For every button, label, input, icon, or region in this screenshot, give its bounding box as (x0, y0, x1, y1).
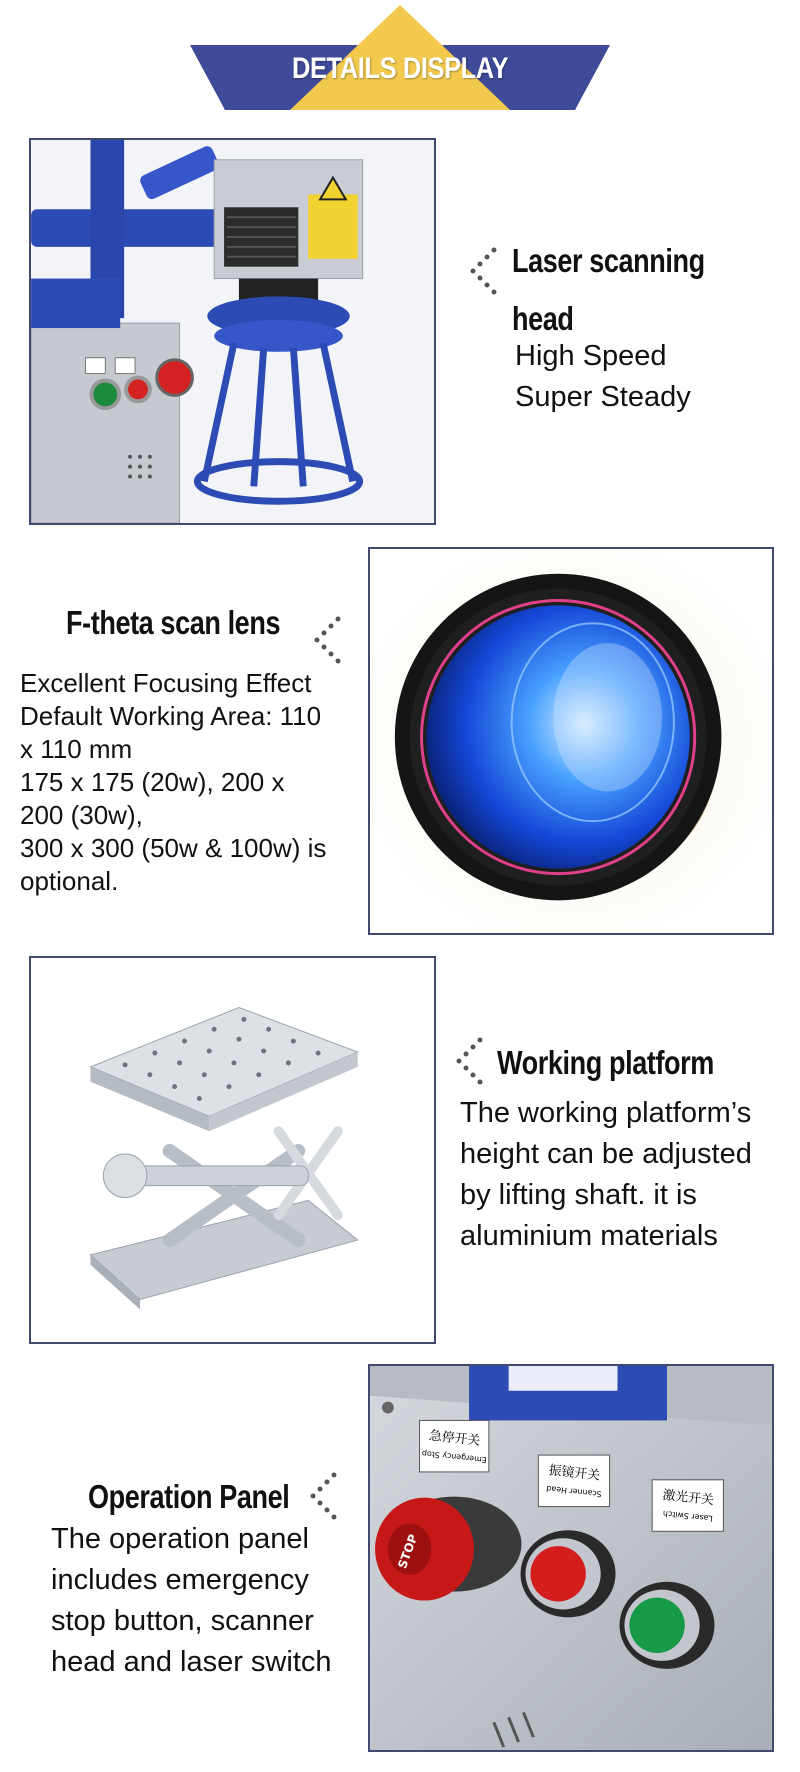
stop-button-label: STOP (395, 1532, 421, 1571)
scanner-label-cn: 振镜开关 (547, 1463, 601, 1484)
desc-line: The operation panel (51, 1523, 309, 1555)
emergency-label-en: Emergency Stop (421, 1448, 488, 1465)
chevron-left-dotted-icon (468, 245, 504, 295)
desc-line: Super Steady (515, 381, 691, 413)
heading-line: Laser scanning (512, 242, 705, 279)
desc-line: height can be adjusted (460, 1138, 752, 1170)
lens-heading: F-theta scan lens (66, 604, 281, 641)
desc-line: High Speed (515, 340, 667, 372)
desc-line: optional. (20, 866, 119, 896)
desc-line: by lifting shaft. it is (460, 1179, 697, 1211)
platform-heading: Working platform (497, 1044, 714, 1081)
scanner-label-en: Scanner Head (545, 1483, 603, 1499)
desc-line: stop button, scanner (51, 1605, 314, 1637)
lens-photo (368, 547, 774, 935)
desc-line: includes emergency (51, 1564, 309, 1596)
lens-description (20, 667, 372, 898)
laser-label-en: Laser Switch (662, 1508, 714, 1524)
laser-head-photo (29, 138, 436, 525)
emergency-label-cn: 急停开关 (428, 1428, 481, 1449)
desc-line: aluminium materials (460, 1220, 718, 1252)
lens-illustration (370, 549, 772, 933)
chevron-left-dotted-icon (454, 1035, 490, 1085)
desc-line: Excellent Focusing Effect (20, 668, 312, 698)
chevron-left-dotted-icon (308, 1470, 344, 1520)
operation-panel-illustration (370, 1366, 772, 1750)
platform-description (460, 1093, 790, 1257)
platform-illustration (31, 958, 434, 1342)
desc-line: 200 (30w), (20, 800, 143, 830)
desc-line: 300 x 300 (50w & 100w) is (20, 833, 327, 863)
platform-photo (29, 956, 436, 1344)
laser-label-cn: 激光开关 (661, 1487, 715, 1509)
heading-line: head (512, 300, 574, 337)
laser-head-description (515, 336, 691, 418)
laser-head-heading (512, 232, 705, 348)
operation-panel-photo (368, 1364, 774, 1752)
laser-head-illustration (31, 140, 434, 523)
panel-heading: Operation Panel (88, 1478, 290, 1515)
desc-line: head and laser switch (51, 1646, 332, 1678)
desc-line: x 110 mm (20, 734, 133, 764)
desc-line: The working platform’s (460, 1097, 752, 1129)
panel-description (51, 1519, 361, 1683)
desc-line: Default Working Area: 110 (20, 701, 322, 731)
banner-title: DETAILS DISPLAY (291, 52, 509, 85)
chevron-left-dotted-icon (312, 614, 348, 664)
desc-line: 175 x 175 (20w), 200 x (20, 767, 285, 797)
